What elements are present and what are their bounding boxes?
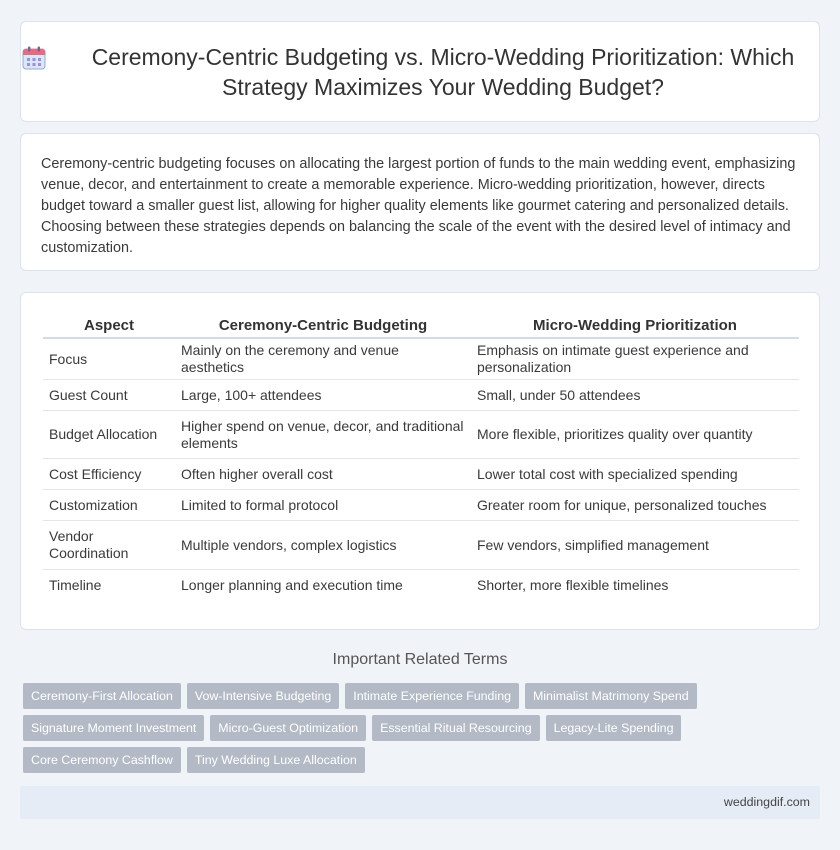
related-term-tag[interactable]: Ceremony-First Allocation [23, 683, 181, 709]
related-term-tag[interactable]: Tiny Wedding Luxe Allocation [187, 747, 365, 773]
title-card [20, 21, 820, 122]
table-row [43, 339, 799, 380]
table-row [43, 411, 799, 459]
page-title: Ceremony-Centric Budgeting vs. Micro-Wedding Prioritization: Which Strategy Maximizes Your Wedding Budget? [91, 43, 795, 100]
table-row [43, 380, 799, 411]
calendar-icon [21, 45, 47, 71]
cell-ceremony: Often higher overall cost [175, 459, 471, 490]
related-term-tag[interactable]: Micro-Guest Optimization [210, 715, 366, 741]
related-term-tag[interactable]: Signature Moment Investment [23, 715, 204, 741]
cell-micro: More flexible, prioritizes quality over quantity [471, 411, 799, 459]
related-term-tag[interactable]: Minimalist Matrimony Spend [525, 683, 697, 709]
title-wrap [21, 42, 819, 102]
cell-micro: Emphasis on intimate guest experience and personalization [471, 339, 799, 380]
header-aspect: Aspect [43, 310, 175, 339]
table-row [43, 490, 799, 521]
cell-micro: Lower total cost with specialized spending [471, 459, 799, 490]
cell-micro: Few vendors, simplified management [471, 521, 799, 570]
related-terms-heading: Important Related Terms [332, 651, 508, 668]
table-header-row [43, 310, 799, 339]
related-term-tag[interactable]: Legacy-Lite Spending [546, 715, 682, 741]
cell-aspect: Timeline [49, 577, 102, 593]
comparison-card [20, 292, 820, 630]
related-term-tag[interactable]: Vow-Intensive Budgeting [187, 683, 339, 709]
header-micro-wedding: Micro-Wedding Prioritization [471, 310, 799, 339]
related-terms-tags [23, 683, 813, 773]
cell-ceremony: Large, 100+ attendees [175, 380, 471, 411]
cell-ceremony: Limited to formal protocol [175, 490, 471, 521]
intro-paragraph: Ceremony-centric budgeting focuses on allocating the largest portion of funds to the main wedding event, emphasizing venue, decor, and entertainment to create a memorable experience. Micro-wedding prioritization, however, directs budget toward a smaller guest list, allowing for higher quality elements like gourmet catering and personalized details. Choosing between these strategies depends on balancing the scale of the event with the desired level of intimacy and customization. [41, 156, 796, 256]
cell-aspect: Vendor Coordination [43, 521, 175, 570]
cell-ceremony: Multiple vendors, complex logistics [175, 521, 471, 570]
cell-aspect: Focus [43, 339, 175, 380]
cell-aspect: Guest Count [43, 380, 175, 411]
header-ceremony-centric: Ceremony-Centric Budgeting [175, 310, 471, 339]
cell-ceremony: Longer planning and execution time [181, 577, 403, 593]
related-term-tag[interactable]: Intimate Experience Funding [345, 683, 519, 709]
footer-site-link[interactable]: weddingdif.com [723, 795, 810, 809]
cell-aspect: Cost Efficiency [43, 459, 175, 490]
cell-micro: Greater room for unique, personalized touches [471, 490, 799, 521]
comparison-table [43, 310, 799, 601]
cell-micro: Small, under 50 attendees [471, 380, 799, 411]
cell-aspect: Budget Allocation [43, 411, 175, 459]
table-row [43, 459, 799, 490]
related-term-tag[interactable]: Core Ceremony Cashflow [23, 747, 181, 773]
related-term-tag[interactable]: Essential Ritual Resourcing [372, 715, 540, 741]
cell-aspect: Customization [43, 490, 175, 521]
footer [20, 786, 820, 819]
intro-card [20, 133, 820, 271]
table-row [43, 521, 799, 570]
cell-ceremony: Higher spend on venue, decor, and traditional elements [175, 411, 471, 459]
cell-micro: Shorter, more flexible timelines [477, 577, 669, 593]
table-row [43, 570, 799, 601]
cell-ceremony: Mainly on the ceremony and venue aesthetics [175, 339, 471, 380]
